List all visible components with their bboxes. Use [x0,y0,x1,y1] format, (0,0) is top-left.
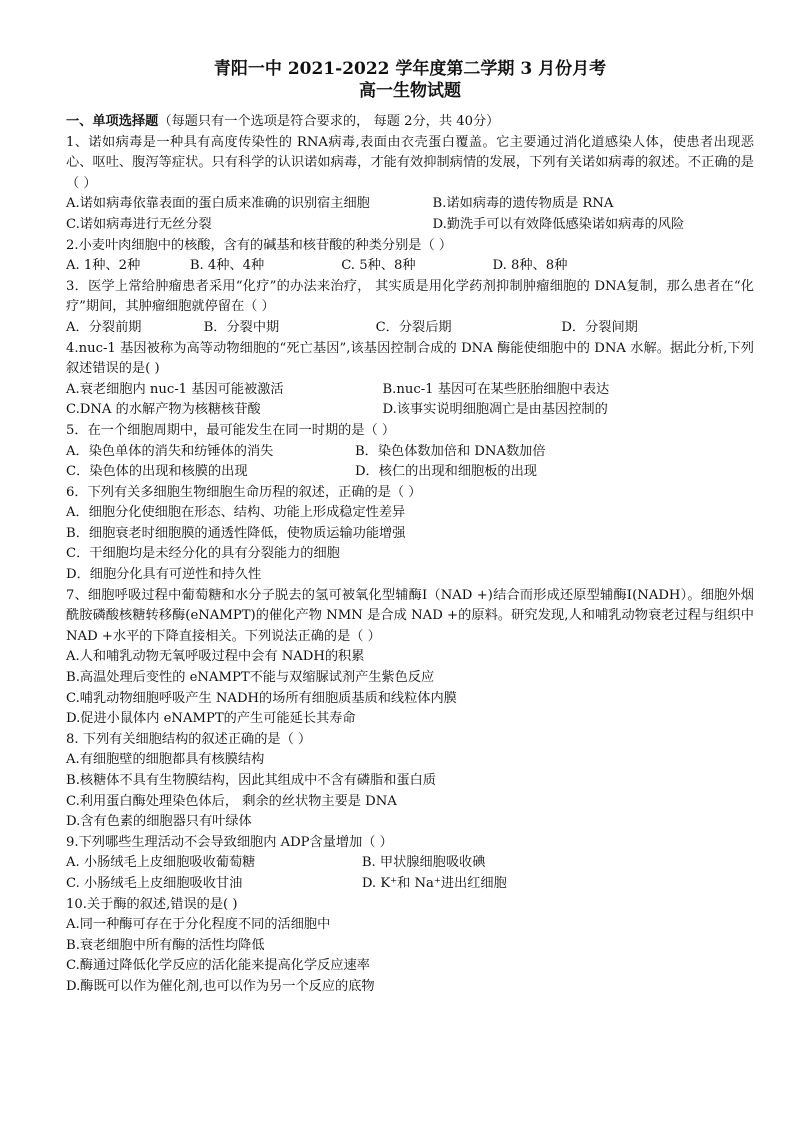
question-4-option-d: D.该事实说明细胞凋亡是由基因控制的 [382,402,608,418]
question-1-option-a: A.诺如病毒依靠表面的蛋白质来准确的识别宿主细胞 [66,196,370,212]
question-9-stem: 9.下列哪些生理活动不会导致细胞内 ADP含量增加（ ） [66,834,393,850]
question-2-options [66,256,754,277]
question-1-option-d: D.勤洗手可以有效降低感染诺如病毒的风险 [432,216,685,232]
question-8-option-a: A.有细胞壁的细胞都具有核膜结构 [66,752,265,768]
question-6-option-a: A．细胞分化使细胞在形态、结构、功能上形成稳定性差异 [66,505,406,521]
question-4-option-c: C.DNA 的水解产物为核糖核苷酸 [66,402,261,418]
question-2-stem: 2.小麦叶肉细胞中的核酸，含有的碱基和核苷酸的种类分别是（ ） [66,237,453,253]
question-9-option-a: A. 小肠绒毛上皮细胞吸收葡萄糖 [66,855,256,871]
section-label: 一、单项选择题 [66,114,159,129]
question-3-option-c: C．分裂后期 [375,319,452,335]
question-7-option-d: D.促进小鼠体内 eNAMPT的产生可能延长其寿命 [66,711,356,727]
question-2-option-c: C. 5种、8种 [341,258,416,274]
question-3-options [66,318,754,339]
question-9-option-c: C. 小肠绒毛上皮细胞吸收甘油 [66,875,243,891]
question-6-option-c: C．干细胞均是未经分化的具有分裂能力的细胞 [66,546,340,562]
question-3-option-d: D．分裂间期 [561,319,638,335]
question-10-option-a: A.同一种酶可存在于分化程度不同的活细胞中 [66,917,331,933]
question-5-options-row1 [66,442,754,463]
question-10-option-b: B.衰老细胞中所有酶的活性均降低 [66,937,265,953]
question-4-option-a: A.衰老细胞内 nuc-1 基因可能被激活 [66,381,284,397]
question-8-option-d: D.含有色素的细胞器只有叶绿体 [66,814,252,830]
section-note: （每题只有一个选项是符合要求的， 每题 2分，共 40分） [158,114,500,129]
question-3-stem: 3．医学上常给肿瘤患者采用“化疗”的办法来治疗， 其实质是用化学药剂抑制肿瘤细胞的 DNA复制，那么患者在“化疗”期间，其肿瘤细胞就停留在（ ） [66,278,754,315]
question-10-stem: 10.关于酶的叙述,错误的是( ) [66,896,238,912]
question-7-option-a: A.人和哺乳动物无氧呼吸过程中会有 NADH的积累 [66,649,365,665]
question-9-option-d: D. K⁺和 Na⁺进出红细胞 [361,875,507,891]
question-7-stem: 7、细胞呼吸过程中葡萄糖和水分子脱去的氢可被氧化型辅酶Ⅰ（NAD +)结合而形成还原型辅酶Ⅰ(NADH）。细胞外烟酰胺磷酸核糖转移酶(eNAMPT)的催化产物 NMN 是合成 NAD +的原料。研究发现,人和哺乳动物衰老过程与组织中 NAD +水平的下降直接相关。下列说法正确的是（ ） [66,587,754,644]
question-7-option-c: C.哺乳动物细胞呼吸产生 NADH的场所有细胞质基质和线粒体内膜 [66,690,457,706]
exam-title: 青阳一中 2021-2022 学年度第二学期 3 月份月考 [213,59,607,79]
question-6-stem: 6．下列有关多细胞生物细胞生命历程的叙述，正确的是（ ） [66,484,422,500]
section-heading [66,112,754,133]
question-1-stem: 1、诺如病毒是一种具有高度传染性的 RNA病毒,表面由衣壳蛋白覆盖。它主要通过消化道感染人体，使患者出现恶心、呕吐、腹泻等症状。只有科学的认识诺如病毒，才能有效抑制病情的发展，下列有关诺如病毒的叙述。不正确的是（ ） [66,134,754,191]
exam-subtitle: 高一生物试题 [359,81,461,101]
question-2-option-b: B. 4种、4种 [189,258,265,274]
question-9-option-b: B. 甲状腺细胞吸收碘 [361,855,486,871]
question-7-option-b: B.高温处理后变性的 eNAMPT不能与双缩脲试剂产生紫色反应 [66,670,435,686]
question-9-options-row1 [66,853,754,874]
question-3-option-a: A．分裂前期 [66,319,142,335]
question-10-option-c: C.酶通过降低化学反应的活化能来提高化学反应速率 [66,958,370,974]
question-5-option-b: B．染色体数加倍和 DNA数加倍 [354,443,546,459]
question-2-option-a: A. 1种、2种 [66,258,141,274]
question-3-option-b: B．分裂中期 [203,319,280,335]
question-4-options-row2 [66,400,754,421]
question-2-option-d: D. 8种、8种 [492,258,568,274]
question-5-option-a: A．染色单体的消失和纺锤体的消失 [66,443,274,459]
question-4-options-row1 [66,380,754,401]
question-5-stem: 5．在一个细胞周期中，最可能发生在同一时期的是（ ） [66,422,396,438]
question-1-option-b: B.诺如病毒的遗传物质是 RNA [432,196,614,212]
question-4-option-b: B.nuc-1 基因可在某些胚胎细胞中表达 [382,381,610,397]
question-1-options-row2 [66,215,754,236]
question-8-option-b: B.核糖体不具有生物膜结构，因此其组成中不含有磷脂和蛋白质 [66,773,436,788]
question-8-stem: 8. 下列有关细胞结构的叙述正确的是（ ） [66,731,312,747]
question-5-option-d: D．核仁的出现和细胞板的出现 [354,464,537,480]
question-4-stem: 4.nuc-1 基因被称为高等动物细胞的“死亡基因”,该基因控制合成的 DNA 酶能使细胞中的 DNA 水解。据此分析,下列叙述错误的是( ) [66,340,754,377]
question-6-option-d: D．细胞分化具有可逆性和持久性 [66,567,262,583]
question-6-option-b: B．细胞衰老时细胞膜的通透性降低，使物质运输功能增强 [66,525,406,541]
question-9-options-row2 [66,874,754,895]
question-1-options-row1 [66,194,754,215]
question-1-option-c: C.诺如病毒进行无丝分裂 [66,216,212,232]
question-5-option-c: C．染色体的出现和核膜的出现 [66,464,248,480]
question-10-option-d: D.酶既可以作为催化剂,也可以作为另一个反应的底物 [66,978,375,994]
question-5-options-row2 [66,462,754,483]
question-8-option-c: C.利用蛋白酶处理染色体后， 剩余的丝状物主要是 DNA [66,793,397,809]
